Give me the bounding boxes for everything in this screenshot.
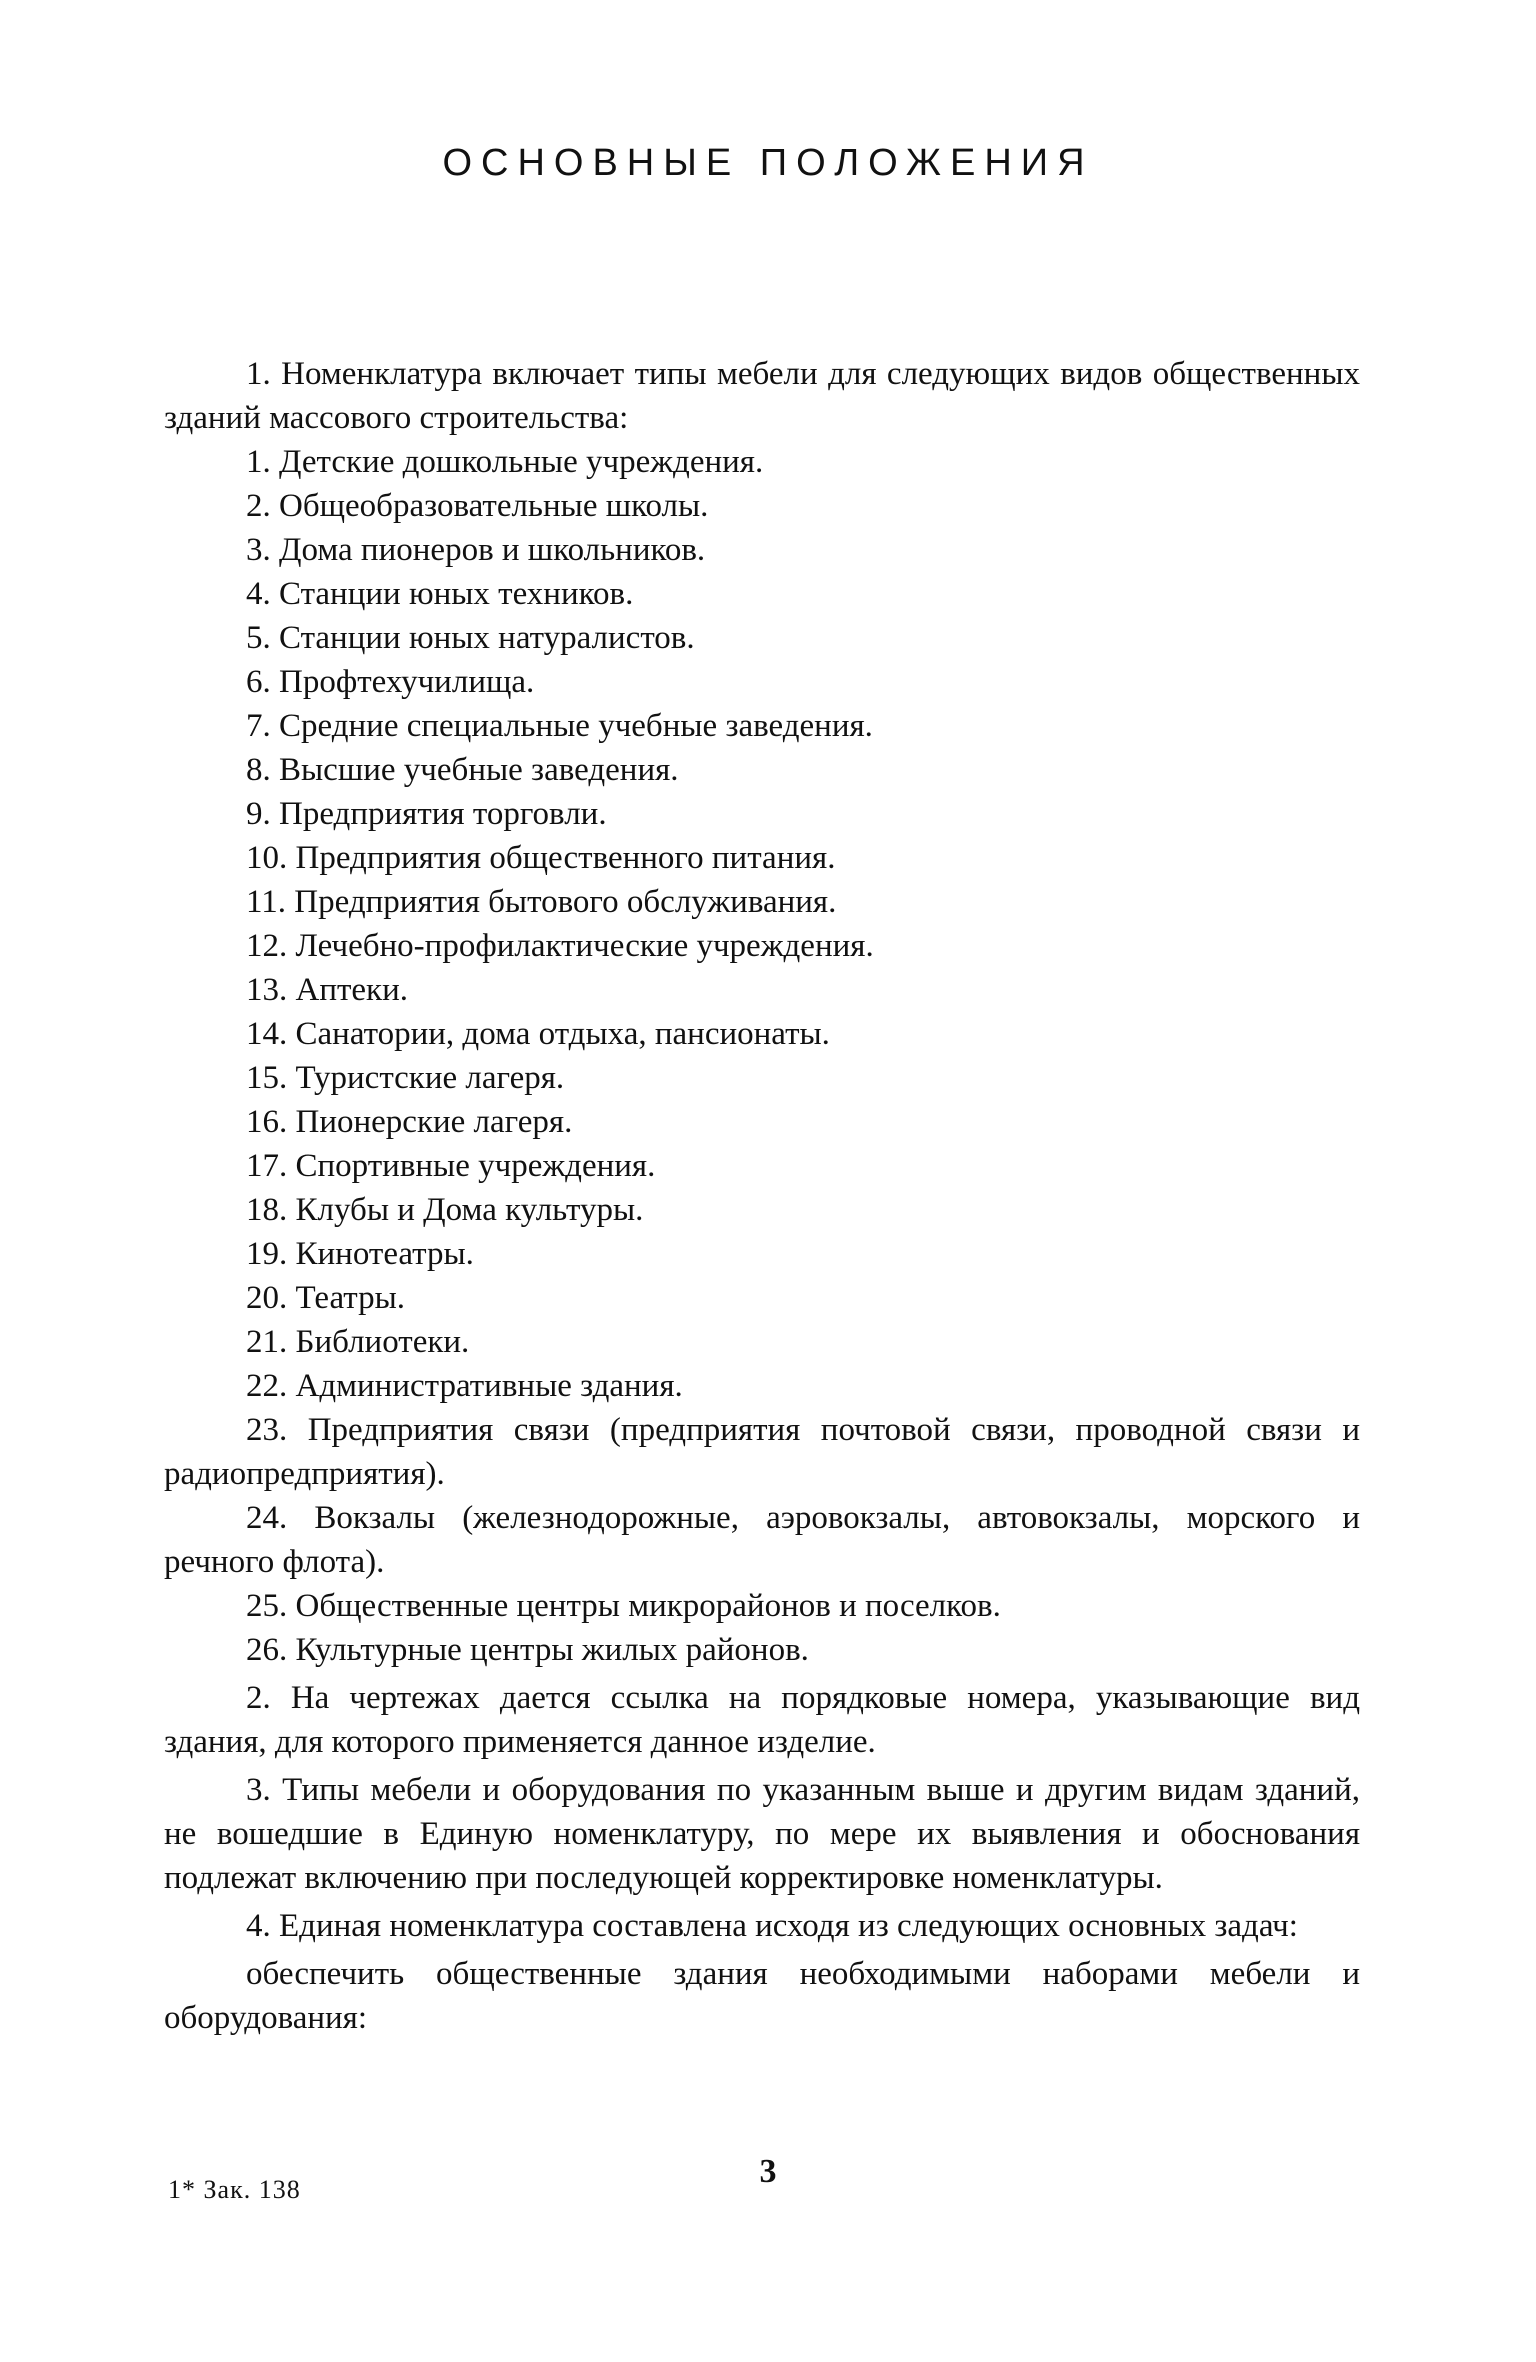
list-item: 24. Вокзалы (железнодорожные, аэровокзалы, автовокзалы, морского и речного флота).: [164, 1500, 1360, 1580]
list-item: 6. Профтехучилища.: [246, 664, 535, 700]
list-item: 25. Общественные центры микрорайонов и поселков.: [246, 1588, 1001, 1624]
list-item: 14. Санатории, дома отдыха, пансионаты.: [246, 1016, 830, 1052]
list-item: 5. Станции юных натуралистов.: [246, 620, 695, 656]
paragraph-3: 3. Типы мебели и оборудования по указанным выше и другим видам зданий, не вошедшие в Единую номенклатуру, по мере их выявления и обоснования подлежат включению при последующей корректировке номенклатуры.: [164, 1772, 1360, 1896]
list-item: 15. Туристские лагеря.: [246, 1060, 565, 1096]
list-item: 20. Театры.: [246, 1280, 405, 1316]
list-item: 21. Библиотеки.: [246, 1324, 470, 1360]
list-item: 26. Культурные центры жилых районов.: [246, 1632, 809, 1668]
document-body: [164, 352, 1360, 2040]
list-item: 12. Лечебно-профилактические учреждения.: [246, 928, 874, 964]
paragraph-5: обеспечить общественные здания необходимыми наборами мебели и оборудования:: [164, 1956, 1360, 2036]
list-item: 10. Предприятия общественного питания.: [246, 840, 836, 876]
print-order-mark: 1* Зак. 138: [168, 2175, 301, 2204]
list-item: 13. Аптеки.: [246, 972, 409, 1008]
page-title: ОСНОВНЫЕ ПОЛОЖЕНИЯ: [442, 142, 1094, 184]
list-item: 9. Предприятия торговли.: [246, 796, 607, 832]
list-item: 22. Административные здания.: [246, 1368, 683, 1404]
paragraph-4: 4. Единая номенклатура составлена исходя из следующих основных задач:: [246, 1908, 1298, 1944]
list-item: 11. Предприятия бытового обслуживания.: [246, 884, 837, 920]
list-item: 23. Предприятия связи (предприятия почтовой связи, проводной связи и радиопредприятия).: [164, 1412, 1360, 1492]
paragraph-2: 2. На чертежах дается ссылка на порядковые номера, указывающие вид здания, для которого применяется данное изделие.: [164, 1680, 1360, 1760]
list-item: 1. Детские дошкольные учреждения.: [246, 444, 764, 480]
list-item: 17. Спортивные учреждения.: [246, 1148, 656, 1184]
list-item: 19. Кинотеатры.: [246, 1236, 474, 1272]
building-types-list: [164, 440, 1360, 1672]
list-item: 16. Пионерские лагеря.: [246, 1104, 573, 1140]
list-item: 4. Станции юных техников.: [246, 576, 634, 612]
list-item: 8. Высшие учебные заведения.: [246, 752, 679, 788]
list-item: 3. Дома пионеров и школьников.: [246, 532, 706, 568]
paragraph-1: 1. Номенклатура включает типы мебели для следующих видов общественных зданий массового строительства:: [164, 356, 1360, 436]
list-item: 7. Средние специальные учебные заведения.: [246, 708, 873, 744]
list-item: 18. Клубы и Дома культуры.: [246, 1192, 644, 1228]
list-item: 2. Общеобразовательные школы.: [246, 488, 709, 524]
page-number: 3: [759, 2153, 777, 2190]
